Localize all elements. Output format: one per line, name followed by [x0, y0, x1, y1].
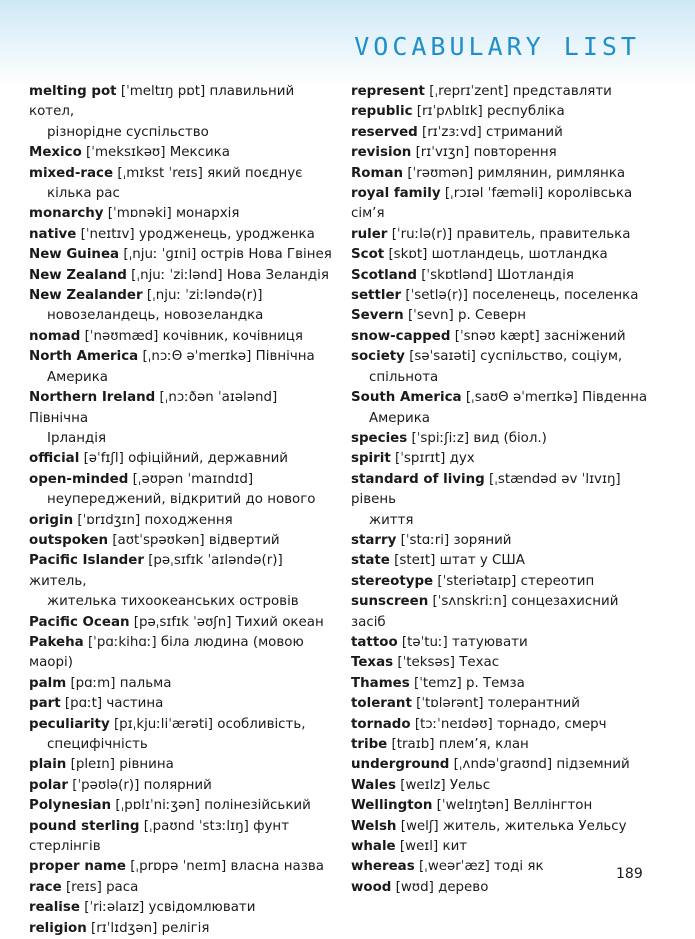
vocabulary-entry: [29, 82, 334, 143]
entry-translation: офіційний, державний: [128, 451, 288, 467]
vocabulary-entry: [29, 470, 334, 511]
vocabulary-entry: [29, 511, 334, 531]
vocabulary-entry: [29, 857, 334, 877]
entry-translation: Мексика: [169, 145, 230, 161]
entry-transcription: [ˈtɒlərənt]: [416, 696, 484, 712]
entry-transcription: [weɪl]: [399, 839, 439, 855]
entry-transcription: [weɪlz]: [400, 777, 446, 793]
entry-translation: монархія: [175, 206, 240, 222]
entry-translation-continued: неупереджений, відкритий до нового: [47, 492, 316, 508]
entry-transcription: [pleɪn]: [70, 757, 115, 773]
entry-translation: вид (біол.): [473, 430, 547, 446]
vocabulary-entry: [351, 470, 651, 531]
vocabulary-entry: [351, 715, 651, 735]
entry-transcription: [ˌpɒlɪˈniːʒən]: [115, 798, 201, 814]
entry-transcription: [ˈmeksɪkəʊ]: [86, 145, 166, 161]
vocabulary-entry: [351, 674, 651, 694]
entry-transcription: [ˈstɑːri]: [400, 532, 450, 548]
vocabulary-entry: [29, 347, 334, 388]
entry-word: sunscreen: [351, 594, 429, 610]
entry-word: Wellington: [351, 798, 433, 814]
entry-translation-continued: спільнота: [369, 369, 439, 385]
entry-word: realise: [29, 900, 80, 916]
entry-transcription: [ˈsevn]: [407, 308, 454, 324]
entry-transcription: [pɪˌkjuːliˈærəti]: [113, 716, 214, 732]
entry-word: represent: [351, 84, 425, 99]
entry-transcription: [ˌrɔɪəl ˈfæməli]: [444, 186, 544, 202]
entry-word: spirit: [351, 451, 391, 467]
entry-transcription: [skɒt]: [388, 247, 428, 263]
entry-word: Roman: [351, 165, 404, 181]
entry-transcription: [ˈsnəʊ kæpt]: [454, 328, 540, 344]
entry-transcription: [ˌstændəd əv ˈlɪvɪŋ]: [488, 471, 621, 487]
entry-transcription: [ˌnjuː ˈɡɪni]: [123, 247, 197, 263]
vocabulary-entry: [29, 286, 334, 327]
entry-word: tattoo: [351, 634, 398, 650]
entry-translation: власна назва: [230, 859, 324, 875]
vocabulary-entry: [351, 796, 651, 816]
entry-translation: рівнина: [119, 757, 174, 773]
entry-word: tornado: [351, 716, 411, 732]
vocabulary-entry: [351, 388, 651, 429]
entry-word: open-minded: [29, 471, 129, 487]
entry-word: peculiarity: [29, 716, 110, 732]
entry-transcription: [pəˌsɪfɪk ˈəʊʃn]: [133, 614, 232, 630]
entry-translation: штат у США: [439, 553, 525, 569]
entry-transcription: [welʃ]: [400, 818, 439, 834]
entry-word: official: [29, 451, 80, 467]
entry-translation: відвертий: [208, 532, 280, 548]
vocabulary-entry: [29, 755, 334, 775]
entry-word: North America: [29, 349, 139, 365]
entry-word: Northern Ireland: [29, 390, 156, 406]
entry-word: republic: [351, 104, 413, 120]
entry-word: whereas: [351, 859, 415, 875]
entry-translation: рівень: [351, 492, 396, 508]
entry-translation: сонцезахисний засіб: [351, 594, 619, 630]
vocabulary-entry: [351, 306, 651, 326]
vocabulary-entry: [351, 857, 651, 877]
entry-word: New Zealand: [29, 267, 127, 283]
entry-word: Scot: [351, 247, 385, 263]
vocabulary-entry: [29, 796, 334, 816]
vocabulary-entry: [351, 184, 651, 225]
entry-word: race: [29, 879, 62, 895]
entry-translation: представляти: [512, 84, 612, 99]
vocabulary-entry: [351, 592, 651, 633]
vocabulary-entry: [351, 123, 651, 143]
entry-word: Welsh: [351, 818, 397, 834]
entry-word: whale: [351, 839, 396, 855]
entry-translation-continued: жителька тихоокеанських островів: [47, 594, 299, 610]
entry-translation: усвідомлювати: [148, 900, 256, 916]
entry-translation: раса: [106, 879, 139, 895]
entry-word: native: [29, 226, 77, 242]
entry-translation: підземний: [556, 757, 630, 773]
entry-transcription: [ˌnjuː ˈziːlənd]: [131, 267, 223, 283]
vocabulary-entry: [29, 674, 334, 694]
entry-word: Pacific Islander: [29, 553, 144, 569]
entry-word: melting pot: [29, 84, 117, 99]
entry-translation: суспільство, соціум,: [480, 349, 623, 365]
entry-translation: плем’я, клан: [438, 737, 529, 752]
entry-word: ruler: [351, 226, 388, 242]
vocabulary-entry: [351, 82, 651, 102]
entry-translation: житель, жителька Уельсу: [442, 818, 627, 834]
entry-transcription: [ˈteksəs]: [397, 655, 455, 671]
entry-transcription: [traɪb]: [391, 737, 435, 752]
entry-translation: стриманий: [485, 124, 563, 140]
vocabulary-entry: [351, 531, 651, 551]
entry-transcription: [ˈtemz]: [413, 675, 462, 691]
entry-transcription: [ˌʌndəˈɡraʊnd]: [453, 757, 553, 773]
vocabulary-entry: [29, 327, 334, 347]
entry-word: starry: [351, 532, 397, 548]
entry-translation: дух: [449, 451, 475, 467]
vocabulary-entry: [29, 633, 334, 674]
vocabulary-entry: [351, 735, 651, 755]
entry-transcription: [ˈsʌnskriːn]: [432, 594, 507, 610]
vocabulary-entry: [351, 225, 651, 245]
entry-transcription: [ˈwelɪŋtən]: [436, 798, 510, 814]
entry-transcription: [rɪˈvɪʒn]: [415, 145, 470, 161]
entry-translation: шотландець, шотландка: [431, 247, 608, 263]
entry-transcription: [əˈfɪʃl]: [83, 451, 124, 467]
entry-transcription: [səˈsaɪəti]: [409, 349, 476, 365]
entry-word: monarchy: [29, 206, 104, 222]
entry-word: origin: [29, 512, 74, 528]
page-title: VOCABULARY LIST: [354, 32, 640, 61]
entry-translation: уродженець, уродженка: [138, 226, 315, 242]
entry-translation: біла людина (мовою маорі): [29, 634, 304, 671]
entry-word: South America: [351, 390, 462, 406]
entry-translation: толерантний: [487, 696, 580, 712]
entry-translation: полярний: [143, 777, 212, 793]
entry-translation: р. Темза: [465, 675, 525, 691]
entry-translation: р. Северн: [457, 308, 526, 324]
entry-transcription: [ˈmɒnəki]: [107, 206, 172, 222]
entry-translation: острів Нова Гвінея: [200, 247, 332, 263]
vocabulary-entry: [29, 449, 334, 469]
vocabulary-entry: [29, 878, 334, 898]
vocabulary-entry: [351, 633, 651, 653]
entry-translation-continued: життя: [369, 512, 414, 528]
vocabulary-entry: [29, 143, 334, 163]
vocabulary-entry: [351, 449, 651, 469]
vocabulary-entry: [351, 429, 651, 449]
entry-transcription: [pəˌsɪfɪk ˈaɪləndə(r)]: [148, 553, 283, 569]
vocabulary-entry: [29, 225, 334, 245]
entry-transcription: [ˈsetlə(r)]: [405, 288, 468, 304]
entry-word: Pacific Ocean: [29, 614, 130, 630]
entry-transcription: [wʊd]: [395, 879, 434, 895]
entry-transcription: [ˈruːlə(r)]: [391, 226, 453, 242]
vocabulary-entry: [29, 245, 334, 265]
entry-word: New Guinea: [29, 247, 120, 263]
entry-transcription: [ˌprɒpə ˈneɪm]: [130, 859, 227, 875]
vocabulary-entry: [351, 347, 651, 388]
entry-word: nomad: [29, 328, 81, 344]
vocabulary-entry: [351, 653, 651, 673]
vocabulary-entry: [351, 102, 651, 122]
entry-translation: поселенець, поселенка: [472, 288, 639, 304]
entry-transcription: [ˌnjuː ˈziːləndə(r)]: [146, 288, 263, 304]
entry-translation: Шотландія: [497, 267, 574, 283]
entry-word: Polynesian: [29, 798, 112, 814]
entry-translation: дерево: [438, 879, 489, 895]
vocabulary-entry: [29, 388, 334, 449]
entry-word: tolerant: [351, 696, 412, 712]
entry-translation: Веллінгтон: [513, 798, 593, 814]
entry-word: outspoken: [29, 532, 109, 548]
entry-word: palm: [29, 675, 67, 691]
entry-word: species: [351, 430, 408, 446]
entry-word: pound sterling: [29, 818, 140, 834]
entry-transcription: [rɪˈlɪdʒən]: [91, 920, 158, 936]
entry-transcription: [ˈpɑːkihɑː]: [87, 634, 157, 650]
entry-translation: королівська сім’я: [351, 186, 633, 222]
vocabulary-entry: [29, 694, 334, 714]
vocabulary-entry: [29, 164, 334, 205]
entry-translation: плавильний котел,: [29, 84, 295, 120]
entry-translation: Північна: [29, 410, 89, 426]
entry-word: Mexico: [29, 145, 82, 161]
vocabulary-entry: [351, 286, 651, 306]
entry-transcription: [ˈneɪtɪv]: [80, 226, 135, 242]
entry-translation: зоряний: [453, 532, 512, 548]
vocabulary-entry: [351, 164, 651, 184]
entry-translation: римлянин, римлянка: [477, 165, 626, 181]
vocabulary-entry: [351, 143, 651, 163]
entry-word: Thames: [351, 675, 410, 691]
vocabulary-entry: [29, 204, 334, 224]
entry-translation-continued: різнорідне суспільство: [47, 124, 209, 140]
vocabulary-entry: [29, 715, 334, 756]
page-number: 189: [616, 866, 643, 882]
entry-translation: який поєднує: [207, 165, 303, 181]
entry-translation: татуювати: [452, 634, 528, 650]
entry-translation: пальма: [119, 675, 172, 691]
entry-transcription: [ˌnɔːðən ˈaɪələnd]: [159, 390, 278, 406]
vocabulary-entry: [351, 245, 651, 265]
entry-transcription: [ˈspɪrɪt]: [395, 451, 446, 467]
vocabulary-entry: [29, 266, 334, 286]
entry-transcription: [ˌsaʊΘ əˈmerɪkə]: [465, 390, 578, 406]
entry-word: stereotype: [351, 573, 434, 589]
entry-word: underground: [351, 757, 450, 773]
entry-transcription: [steɪt]: [394, 553, 436, 569]
entry-word: religion: [29, 920, 87, 936]
entry-translation: Нова Зеландія: [226, 267, 329, 283]
vocabulary-entry: [29, 613, 334, 633]
entry-translation: житель,: [29, 573, 87, 589]
entry-translation-continued: Ірландія: [47, 430, 107, 446]
entry-translation-continued: кілька рас: [47, 186, 120, 202]
vocabulary-entry: [351, 837, 651, 857]
entry-word: standard of living: [351, 471, 485, 487]
entry-translation: частина: [106, 696, 164, 712]
entry-word: reserved: [351, 124, 418, 140]
entry-translation: Північна: [255, 349, 315, 365]
vocabulary-entry: [351, 755, 651, 775]
entry-transcription: [ˌweərˈæz]: [418, 859, 490, 875]
entry-word: revision: [351, 145, 412, 161]
entry-translation: торнадо, смерч: [497, 716, 607, 732]
vocabulary-entry: [29, 817, 334, 858]
entry-translation: стереотип: [520, 573, 595, 589]
entry-translation: Тихий океан: [235, 614, 324, 630]
entry-word: Severn: [351, 308, 404, 324]
entry-transcription: [ˈrəʊmən]: [407, 165, 474, 181]
entry-translation-continued: Америка: [369, 410, 430, 426]
entry-translation: Уельс: [449, 777, 491, 793]
entry-word: society: [351, 349, 405, 365]
entry-transcription: [ˌpaʊnd ˈstɜːlɪŋ]: [143, 818, 249, 834]
entry-transcription: [təˈtuː]: [401, 634, 448, 650]
entry-translation: полінезійський: [204, 798, 311, 814]
entry-transcription: [tɔːˈneɪdəʊ]: [414, 716, 493, 732]
vocabulary-entry: [351, 551, 651, 571]
entry-translation: фунт стерлінгів: [29, 818, 289, 855]
entry-transcription: [ˌəʊpən ˈmaɪndɪd]: [132, 471, 254, 487]
entry-word: Wales: [351, 777, 396, 793]
entry-translation: правитель, правителька: [456, 226, 631, 242]
vocabulary-entry: [29, 776, 334, 796]
entry-word: state: [351, 553, 390, 569]
entry-word: plain: [29, 757, 67, 773]
entry-word: wood: [351, 879, 392, 895]
vocabulary-entry: [351, 327, 651, 347]
entry-translation: тоді як: [494, 859, 544, 875]
vocabulary-column-left: [29, 82, 334, 939]
vocabulary-entry: [351, 694, 651, 714]
entry-transcription: [ˌmɪkst ˈreɪs]: [117, 165, 203, 181]
entry-word: tribe: [351, 737, 388, 752]
entry-translation: кит: [442, 839, 468, 855]
entry-transcription: [pɑːt]: [64, 696, 103, 712]
vocabulary-entry: [351, 776, 651, 796]
entry-word: royal family: [351, 186, 441, 202]
entry-transcription: [ˈpəʊlə(r)]: [72, 777, 140, 793]
entry-transcription: [ˈnəʊmæd]: [84, 328, 159, 344]
entry-transcription: [ˈskɒtlənd]: [421, 267, 493, 283]
entry-word: settler: [351, 288, 402, 304]
entry-transcription: [ˈriːəlaɪz]: [84, 900, 145, 916]
entry-transcription: [aʊtˈspəʊkən]: [112, 532, 205, 548]
vocabulary-entry: [29, 551, 334, 612]
entry-transcription: [reɪs]: [65, 879, 102, 895]
entry-word: Scotland: [351, 267, 417, 283]
entry-transcription: [pɑːm]: [70, 675, 116, 691]
entry-word: part: [29, 696, 61, 712]
entry-word: Pakeha: [29, 634, 84, 650]
vocabulary-entry: [351, 817, 651, 837]
entry-transcription: [ˈmeltɪŋ pɒt]: [120, 84, 206, 99]
entry-translation-continued: новозеландець, новозеландка: [47, 308, 264, 324]
entry-word: snow-capped: [351, 328, 451, 344]
vocabulary-entry: [29, 898, 334, 918]
entry-translation: засніжений: [544, 328, 626, 344]
entry-transcription: [ˈspiːʃiːz]: [411, 430, 470, 446]
entry-translation-continued: специфічність: [47, 737, 148, 752]
vocabulary-column-right: [351, 82, 651, 898]
entry-translation: особливість,: [217, 716, 306, 732]
entry-transcription: [ˈɒrɪdʒɪn]: [77, 512, 141, 528]
entry-translation-continued: Америка: [47, 369, 108, 385]
entry-transcription: [ˌreprɪˈzent]: [429, 84, 509, 99]
entry-transcription: [rɪˈzɜːvd]: [422, 124, 482, 140]
entry-translation: Південна: [582, 390, 648, 406]
entry-word: Texas: [351, 655, 394, 671]
vocabulary-entry: [351, 266, 651, 286]
entry-word: New Zealander: [29, 288, 143, 304]
vocabulary-entry: [29, 531, 334, 551]
vocabulary-entry: [351, 878, 651, 898]
entry-translation: кочівник, кочівниця: [162, 328, 303, 344]
entry-translation: Техас: [459, 655, 500, 671]
entry-word: mixed-race: [29, 165, 114, 181]
entry-transcription: [rɪˈpʌblɪk]: [416, 104, 483, 120]
entry-translation: повторення: [473, 145, 557, 161]
entry-word: polar: [29, 777, 69, 793]
vocabulary-entry: [29, 919, 334, 939]
entry-translation: республіка: [487, 104, 565, 120]
vocabulary-entry: [351, 572, 651, 592]
entry-transcription: [ˈsteriətaɪp]: [437, 573, 517, 589]
entry-translation: релігія: [161, 920, 210, 936]
entry-transcription: [ˌnɔːΘ əˈmerɪkə]: [142, 349, 252, 365]
entry-word: proper name: [29, 859, 126, 875]
entry-translation: походження: [144, 512, 233, 528]
